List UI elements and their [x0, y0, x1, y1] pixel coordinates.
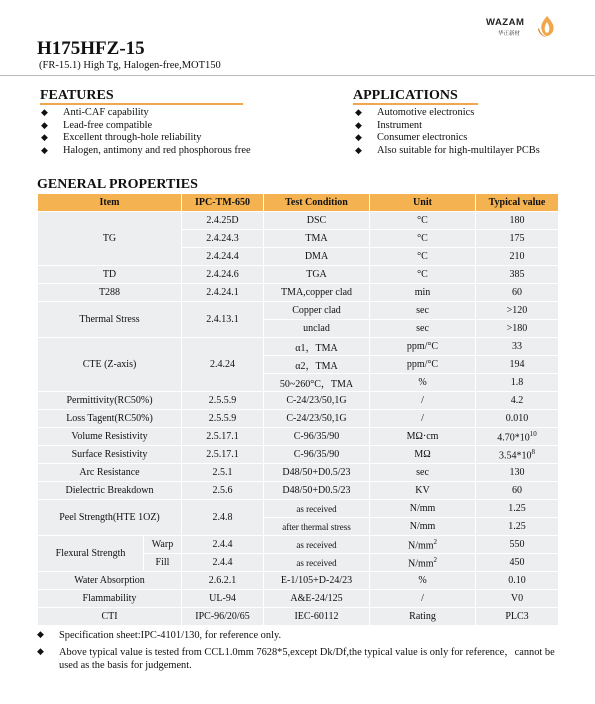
value-cell: 0.010 [476, 410, 559, 428]
column-header-condition: Test Condition [264, 194, 370, 212]
applications-heading: APPLICATIONS [353, 88, 458, 103]
value-cell: 210 [476, 248, 559, 266]
condition-cell: TGA [264, 266, 370, 284]
table-header-row [38, 194, 559, 212]
unit-cell: ppm/°C [370, 356, 476, 374]
table-row [38, 392, 559, 410]
unit-cell: sec [370, 320, 476, 338]
method-cell: IPC-96/20/65 [182, 608, 264, 626]
unit-cell: % [370, 572, 476, 590]
value-base: 3.54*10 [499, 450, 532, 462]
condition-cell: α2，TMA [264, 356, 370, 374]
unit-cell: °C [370, 230, 476, 248]
unit-cell: °C [370, 212, 476, 230]
condition-cell: unclad [264, 320, 370, 338]
value-cell: 550 [476, 536, 559, 554]
unit-cell: KV [370, 482, 476, 500]
value-cell: 1.25 [476, 500, 559, 518]
item-cell: Arc Resistance [38, 464, 182, 482]
method-cell: 2.4.24.3 [182, 230, 264, 248]
item-cell: Surface Resistivity [38, 446, 182, 464]
value-cell: PLC3 [476, 608, 559, 626]
condition-cell: as received [264, 536, 370, 554]
value-cell: 1.8 [476, 374, 559, 392]
method-cell: 2.5.5.9 [182, 410, 264, 428]
method-cell: 2.5.1 [182, 464, 264, 482]
features-list [41, 107, 251, 157]
unit-cell: Rating [370, 608, 476, 626]
value-cell: 385 [476, 266, 559, 284]
diamond-bullet-icon: ◆ [355, 120, 362, 131]
item-cell: CTI [38, 608, 182, 626]
unit-cell: / [370, 392, 476, 410]
diamond-bullet-icon: ◆ [41, 145, 48, 156]
unit-cell [370, 536, 476, 554]
features-heading: FEATURES [40, 88, 114, 103]
unit-cell: N/mm [370, 500, 476, 518]
method-cell: 2.5.6 [182, 482, 264, 500]
table-row [38, 446, 559, 464]
item-cell: Loss Tagent(RC50%) [38, 410, 182, 428]
item-cell: Flexural Strength [38, 536, 144, 572]
list-item: ◆ Also suitable for high-multilayer PCBs [355, 144, 540, 156]
condition-cell: DSC [264, 212, 370, 230]
item-cell: Permittivity(RC50%) [38, 392, 182, 410]
method-cell: 2.4.8 [182, 500, 264, 536]
method-cell: 2.5.5.9 [182, 392, 264, 410]
unit-exponent: 2 [433, 537, 438, 546]
general-properties-table [37, 193, 559, 626]
method-cell: 2.4.24.1 [182, 284, 264, 302]
item-cell: Dielectric Breakdown [38, 482, 182, 500]
condition-cell: E-1/105+D-24/23 [264, 572, 370, 590]
list-item: ◆ Lead-free compatible [41, 119, 153, 131]
table-row [38, 572, 559, 590]
item-cell: TG [38, 212, 182, 266]
direction-cell: Warp [144, 536, 182, 554]
condition-cell: 50~260°C，TMA [264, 374, 370, 392]
unit-exponent: 2 [433, 555, 438, 564]
flame-logo-icon [536, 14, 558, 38]
footnote-item: ◆ Specification sheet:IPC-4101/130, for reference only. [37, 630, 282, 641]
product-title: H175HFZ-15 [37, 38, 145, 59]
value-cell: 60 [476, 482, 559, 500]
table-row [38, 500, 559, 518]
condition-cell: IEC-60112 [264, 608, 370, 626]
footnote-item: ◆ Above typical value is tested from CCL1.0mm 7628*5,except Dk/Df,the typical value is only for reference，cannot be used as the basis for judgement. [37, 647, 555, 671]
value-cell: >120 [476, 302, 559, 320]
brand-logo [486, 14, 558, 40]
unit-cell: / [370, 410, 476, 428]
value-cell: 194 [476, 356, 559, 374]
unit-cell: °C [370, 248, 476, 266]
table-row [38, 302, 559, 320]
column-header-method: IPC-TM-650 [182, 194, 264, 212]
column-header-item: Item [38, 194, 182, 212]
diamond-bullet-icon: ◆ [355, 145, 362, 156]
unit-cell: ppm/°C [370, 338, 476, 356]
condition-cell: Copper clad [264, 302, 370, 320]
value-cell: 1.25 [476, 518, 559, 536]
product-subtitle: (FR-15.1) High Tg, Halogen-free,MOT150 [39, 60, 221, 71]
list-item: ◆ Automotive electronics [355, 107, 475, 118]
unit-cell: sec [370, 302, 476, 320]
item-cell: Volume Resistivity [38, 428, 182, 446]
item-cell: T288 [38, 284, 182, 302]
condition-cell: C-96/35/90 [264, 446, 370, 464]
table-row [38, 590, 559, 608]
method-cell: 2.4.4 [182, 554, 264, 572]
method-cell: 2.4.4 [182, 536, 264, 554]
condition-cell: D48/50+D0.5/23 [264, 482, 370, 500]
value-cell: 180 [476, 212, 559, 230]
condition-cell: as received [264, 500, 370, 518]
condition-cell: A&E-24/125 [264, 590, 370, 608]
diamond-bullet-icon: ◆ [355, 133, 362, 144]
unit-cell: min [370, 284, 476, 302]
value-cell: 450 [476, 554, 559, 572]
value-cell [476, 446, 559, 464]
method-cell: 2.4.24 [182, 338, 264, 392]
table-row [38, 284, 559, 302]
method-cell: 2.4.24.4 [182, 248, 264, 266]
unit-cell: MΩ·cm [370, 428, 476, 446]
diamond-bullet-icon: ◆ [41, 108, 48, 118]
value-cell [476, 428, 559, 446]
unit-cell: MΩ [370, 446, 476, 464]
condition-cell: D48/50+D0.5/23 [264, 464, 370, 482]
applications-list [355, 107, 540, 157]
diamond-bullet-icon: ◆ [37, 630, 44, 640]
table-row [38, 464, 559, 482]
footnotes [37, 629, 567, 676]
diamond-bullet-icon: ◆ [41, 120, 48, 131]
unit-cell [370, 554, 476, 572]
list-item: ◆ Instrument [355, 119, 423, 131]
table-row [38, 482, 559, 500]
condition-cell: DMA [264, 248, 370, 266]
method-cell: 2.6.2.1 [182, 572, 264, 590]
list-item: ◆ Anti-CAF capability [41, 107, 149, 118]
method-cell: 2.5.17.1 [182, 446, 264, 464]
list-item: ◆ Halogen, antimony and red phosphorous free [41, 144, 251, 156]
diamond-bullet-icon: ◆ [355, 108, 362, 118]
table-row [38, 212, 559, 230]
condition-cell: after thermal stress [264, 518, 370, 536]
column-header-unit: Unit [370, 194, 476, 212]
table-row [38, 536, 559, 554]
value-cell: 4.2 [476, 392, 559, 410]
condition-cell: C-24/23/50,1G [264, 410, 370, 428]
table-row [38, 266, 559, 284]
item-cell: Peel Strength(HTE 1OZ) [38, 500, 182, 536]
method-cell: 2.4.25D [182, 212, 264, 230]
unit-cell: N/mm [370, 518, 476, 536]
condition-cell: TMA [264, 230, 370, 248]
features-underline [40, 103, 243, 105]
method-cell: 2.4.13.1 [182, 302, 264, 338]
item-cell: TD [38, 266, 182, 284]
direction-cell: Fill [144, 554, 182, 572]
condition-cell: as received [264, 554, 370, 572]
unit-cell: / [370, 590, 476, 608]
method-cell: UL-94 [182, 590, 264, 608]
value-exponent: 8 [531, 447, 535, 456]
method-cell: 2.5.17.1 [182, 428, 264, 446]
item-cell: CTE (Z-axis) [38, 338, 182, 392]
general-properties-heading: GENERAL PROPERTIES [37, 177, 198, 192]
item-cell: Thermal Stress [38, 302, 182, 338]
table-row [38, 428, 559, 446]
diamond-bullet-icon: ◆ [41, 133, 48, 144]
value-cell: >180 [476, 320, 559, 338]
unit-base: N/mm [407, 558, 434, 570]
column-header-value: Typical value [476, 194, 559, 212]
value-base: 4.70*10 [497, 432, 530, 444]
diamond-bullet-icon: ◆ [37, 647, 44, 657]
method-cell: 2.4.24.6 [182, 266, 264, 284]
value-cell: 175 [476, 230, 559, 248]
table-row [38, 338, 559, 356]
value-exponent: 10 [529, 429, 537, 438]
condition-cell: C-96/35/90 [264, 428, 370, 446]
table-row [38, 410, 559, 428]
unit-cell: °C [370, 266, 476, 284]
condition-cell: TMA,copper clad [264, 284, 370, 302]
brand-subname: 华正新材 [498, 31, 521, 37]
table-row [38, 608, 559, 626]
condition-cell: C-24/23/50,1G [264, 392, 370, 410]
value-cell: 130 [476, 464, 559, 482]
value-cell: 0.10 [476, 572, 559, 590]
applications-underline [353, 103, 478, 105]
unit-base: N/mm [407, 540, 434, 552]
condition-cell: α1，TMA [264, 338, 370, 356]
item-cell: Flammability [38, 590, 182, 608]
item-cell: Water Absorption [38, 572, 182, 590]
unit-cell: sec [370, 464, 476, 482]
list-item: ◆ Excellent through-hole reliability [41, 132, 202, 144]
unit-cell: % [370, 374, 476, 392]
value-cell: V0 [476, 590, 559, 608]
brand-name: WAZAM [486, 17, 525, 28]
header-divider [0, 75, 595, 76]
value-cell: 60 [476, 284, 559, 302]
value-cell: 33 [476, 338, 559, 356]
list-item: ◆ Consumer electronics [355, 132, 468, 144]
